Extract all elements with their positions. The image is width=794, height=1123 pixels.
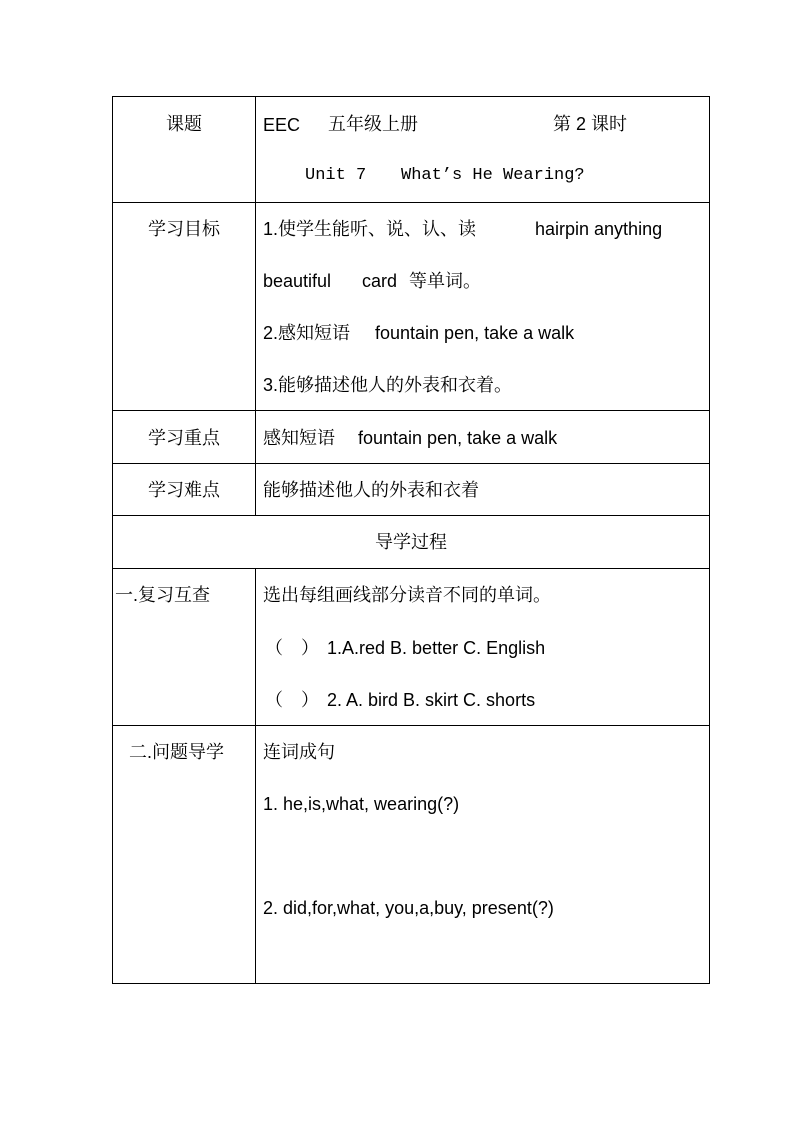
review-q2-close-paren: ） — [301, 690, 319, 710]
objective-word-beautiful: beautiful — [263, 271, 332, 291]
key-points-label: 学习重点 — [148, 428, 220, 448]
row-divider — [113, 515, 709, 516]
row-divider — [113, 463, 709, 464]
key-points-en: fountain pen, take a walk — [358, 428, 558, 448]
unit-title: What’s He Wearing? — [401, 166, 585, 185]
review-label: 一.复习互查 — [115, 585, 211, 605]
objective-line-1: 1.使学生能听、说、认、读 — [263, 219, 477, 239]
review-q2-text: 2. A. bird B. skirt C. shorts — [327, 690, 536, 710]
guided-instruction: 连词成句 — [263, 742, 335, 762]
review-q2-open-paren: （ — [265, 690, 283, 710]
period-label: 第 2 课时 — [553, 114, 628, 134]
guided-q2: 2. did,for,what, you,a,buy, present(?) — [263, 898, 554, 918]
guided-label: 二.问题导学 — [129, 742, 225, 762]
review-q1-text: 1.A.red B. better C. English — [327, 638, 546, 658]
worksheet-table — [112, 96, 710, 984]
review-q1-close-paren: ） — [301, 638, 319, 658]
difficulties-text: 能够描述他人的外表和衣着 — [263, 480, 479, 500]
objective-line-3-en: fountain pen, take a walk — [375, 323, 575, 343]
row-divider — [113, 725, 709, 726]
unit-number: Unit 7 — [305, 166, 367, 185]
objective-line-4: 3.能够描述他人的外表和衣着。 — [263, 375, 513, 395]
key-points-cn: 感知短语 — [263, 428, 335, 448]
difficulties-label: 学习难点 — [148, 480, 220, 500]
column-divider — [255, 97, 256, 516]
process-heading: 导学过程 — [375, 532, 447, 552]
objective-line-2-tail: 等单词。 — [409, 271, 481, 291]
column-divider — [255, 568, 256, 983]
course-code: EEC — [263, 115, 301, 135]
review-q1-open-paren: （ — [265, 638, 283, 658]
row-divider — [113, 410, 709, 411]
row-divider — [113, 568, 709, 569]
objective-word-card: card — [362, 271, 398, 291]
objective-words-1: hairpin anything — [535, 219, 663, 239]
review-instruction: 选出每组画线部分读音不同的单词。 — [263, 585, 551, 605]
objective-line-3-cn: 2.感知短语 — [263, 323, 351, 343]
row-divider — [113, 202, 709, 203]
guided-q1: 1. he,is,what, wearing(?) — [263, 794, 460, 814]
lesson-title-label: 课题 — [166, 114, 202, 134]
grade-label: 五年级上册 — [328, 114, 418, 134]
objectives-label: 学习目标 — [148, 219, 220, 239]
